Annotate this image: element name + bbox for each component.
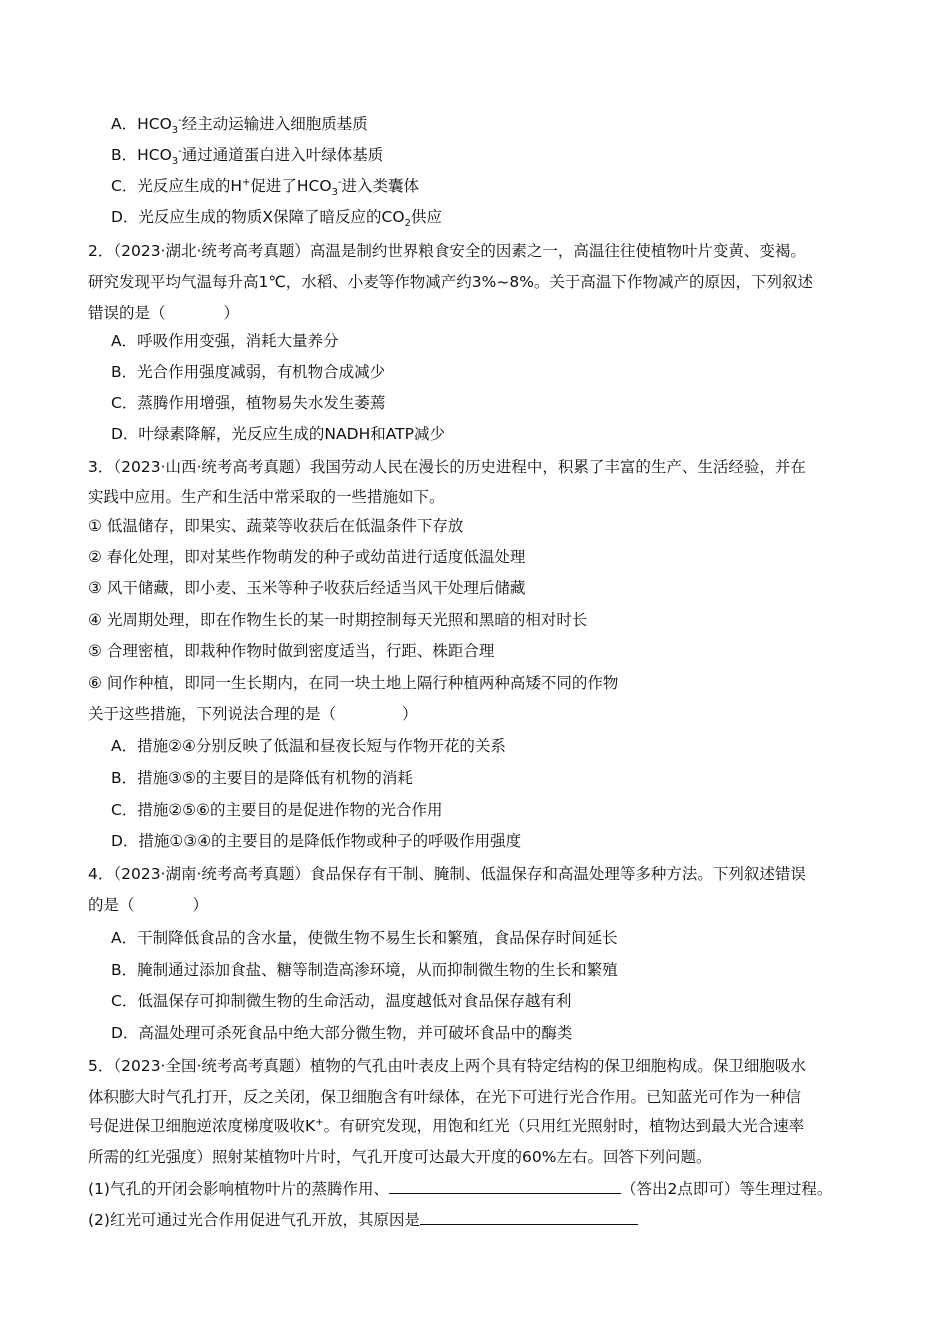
q5-sub2-answer-blank[interactable] (420, 1209, 638, 1225)
q3-question: 关于这些措施，下列说法合理的是（ ） (88, 705, 418, 723)
q5-sub1: (1)气孔的开闭会影响植物叶片的蒸腾作用、 （答出2点即可）等生理过程。 (88, 1180, 833, 1198)
q4-option-b: B．腌制通过添加食盐、糖等制造高渗环境，从而抑制微生物的生长和繁殖 (111, 961, 618, 979)
q3-measure-2: ② 春化处理，即对某些作物萌发的种子或幼苗进行适度低温处理 (88, 548, 526, 566)
q1-option-a: A．$HCO_3^-$经主动运输进入细胞质基质 (111, 114, 368, 137)
q4-option-d: D．高温处理可杀死食品中绝大部分微生物，并可破坏食品中的酶类 (111, 1024, 573, 1042)
q2-stem-line2: 研究发现平均气温每升高1℃，水稻、小麦等作物减产约3%~8%。关于高温下作物减产的原因，下列叙述 (88, 273, 813, 291)
q3-option-a: A．措施②④分别反映了低温和昼夜长短与作物开花的关系 (111, 737, 506, 755)
q3-measure-3: ③ 风干储藏，即小麦、玉米等种子收获后经适当风干处理后储藏 (88, 579, 526, 597)
q5-stem-line2: 体积膨大时气孔打开，反之关闭，保卫细胞含有叶绿体，在光下可进行光合作用。已知蓝光可作为一种信 (88, 1088, 802, 1106)
q2-stem-line1: 2．（2023·湖北·统考高考真题）高温是制约世界粮食安全的因素之一，高温往往使植物叶片变黄、变褐。 (88, 242, 806, 260)
q3-option-d: D．措施①③④的主要目的是降低作物或种子的呼吸作用强度 (111, 832, 522, 850)
q2-option-d: D．叶绿素降解，光反应生成的NADH和ATP减少 (111, 425, 445, 443)
q3-measure-4: ④ 光周期处理，即在作物生长的某一时期控制每天光照和黑暗的相对时长 (88, 611, 588, 629)
q5-stem-line1: 5．（2023·全国·统考高考真题）植物的气孔由叶表皮上两个具有特定结构的保卫细胞构成。保卫细胞吸水 (88, 1057, 806, 1075)
q3-stem-line2: 实践中应用。生产和生活中常采取的一些措施如下。 (88, 488, 445, 506)
q1-option-b: B．$HCO_3^-$通过通道蛋白进入叶绿体基质 (111, 145, 384, 168)
q5-sub1-answer-blank[interactable] (389, 1178, 621, 1194)
q3-stem-line1: 3．（2023·山西·统考高考真题）我国劳动人民在漫长的历史进程中，积累了丰富的生产、生活经验，并在 (88, 458, 806, 476)
q5-stem-line3: 号促进保卫细胞逆浓度梯度吸收K+。有研究发现，用饱和红光（只用红光照射时，植物达到最大光合速率 (88, 1116, 805, 1135)
q5-stem-line4: 所需的红光强度）照射某植物叶片时，气孔开度可达最大开度的60%左右。回答下列问题。 (88, 1148, 712, 1166)
q2-option-b: B．光合作用强度减弱，有机物合成减少 (111, 363, 386, 381)
q3-measure-1: ① 低温储存，即果实、蔬菜等收获后在低温条件下存放 (88, 517, 464, 535)
q4-stem-line1: 4．（2023·湖南·统考高考真题）食品保存有干制、腌制、低温保存和高温处理等多种方法。下列叙述错误 (88, 865, 806, 883)
q4-stem-line2: 的是（ ） (88, 896, 209, 914)
q2-option-a: A．呼吸作用变强，消耗大量养分 (111, 332, 339, 350)
q5-sub2: (2)红光可通过光合作用促进气孔开放，其原因是 (88, 1209, 638, 1230)
q4-option-a: A．干制降低食品的含水量，使微生物不易生长和繁殖，食品保存时间延长 (111, 929, 618, 947)
q3-option-c: C．措施②⑤⑥的主要目的是促进作物的光合作用 (111, 801, 443, 819)
q4-option-c: C．低温保存可抑制微生物的生命活动，温度越低对食品保存越有利 (111, 992, 572, 1010)
q2-option-c: C．蒸腾作用增强，植物易失水发生萎蔫 (111, 394, 386, 412)
q1-option-c: C．光反应生成的H+促进了$HCO_3^-$进入类囊体 (111, 176, 420, 199)
q2-stem-line3: 错误的是（ ） (88, 304, 240, 322)
q3-measure-6: ⑥ 间作种植，即同一生长期内，在同一块土地上隔行种植两种高矮不同的作物 (88, 674, 619, 692)
q3-option-b: B．措施③⑤的主要目的是降低有机物的消耗 (111, 769, 413, 787)
q3-measure-5: ⑤ 合理密植，即栽种作物时做到密度适当，行距、株距合理 (88, 642, 495, 660)
q1-option-d: D．光反应生成的物质X保障了暗反应的$CO_2$供应 (111, 208, 442, 230)
